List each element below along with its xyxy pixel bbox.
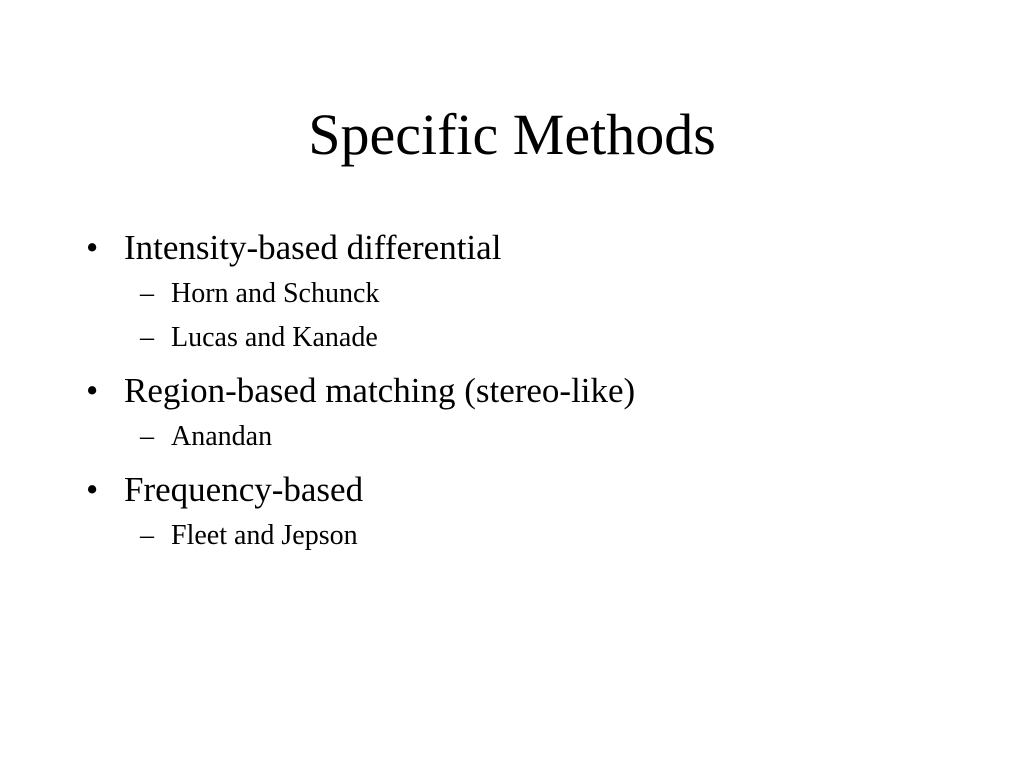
sub-bullet-item — [0, 316, 1024, 360]
sub-bullet-text: Fleet and Jepson — [171, 520, 358, 551]
slide-body — [0, 224, 1024, 558]
spacer — [0, 360, 1024, 367]
sub-bullet-item — [0, 415, 1024, 459]
bullet-item — [0, 224, 1024, 272]
sub-bullet-item — [0, 514, 1024, 558]
slide-title: Specific Methods — [308, 102, 716, 167]
sub-bullet-item — [0, 272, 1024, 316]
sub-bullet-text: Horn and Schunck — [171, 278, 380, 309]
sub-bullet-text: Lucas and Kanade — [171, 322, 378, 353]
sub-bullet-marker: – — [140, 322, 154, 353]
sub-bullet-marker: – — [140, 421, 154, 452]
sub-bullet-text: Anandan — [171, 421, 273, 452]
sub-bullet-marker: – — [140, 278, 154, 309]
bullet-text: Region-based matching (stereo-like) — [124, 371, 636, 410]
bullet-marker: • — [86, 470, 99, 509]
bullet-marker: • — [86, 371, 99, 410]
bullet-text: Frequency-based — [124, 470, 364, 509]
bullet-marker: • — [86, 228, 99, 267]
bullet-text: Intensity-based differential — [124, 228, 502, 267]
bullet-item — [0, 466, 1024, 514]
bullet-item — [0, 367, 1024, 415]
sub-bullet-marker: – — [140, 520, 154, 551]
spacer — [0, 459, 1024, 466]
